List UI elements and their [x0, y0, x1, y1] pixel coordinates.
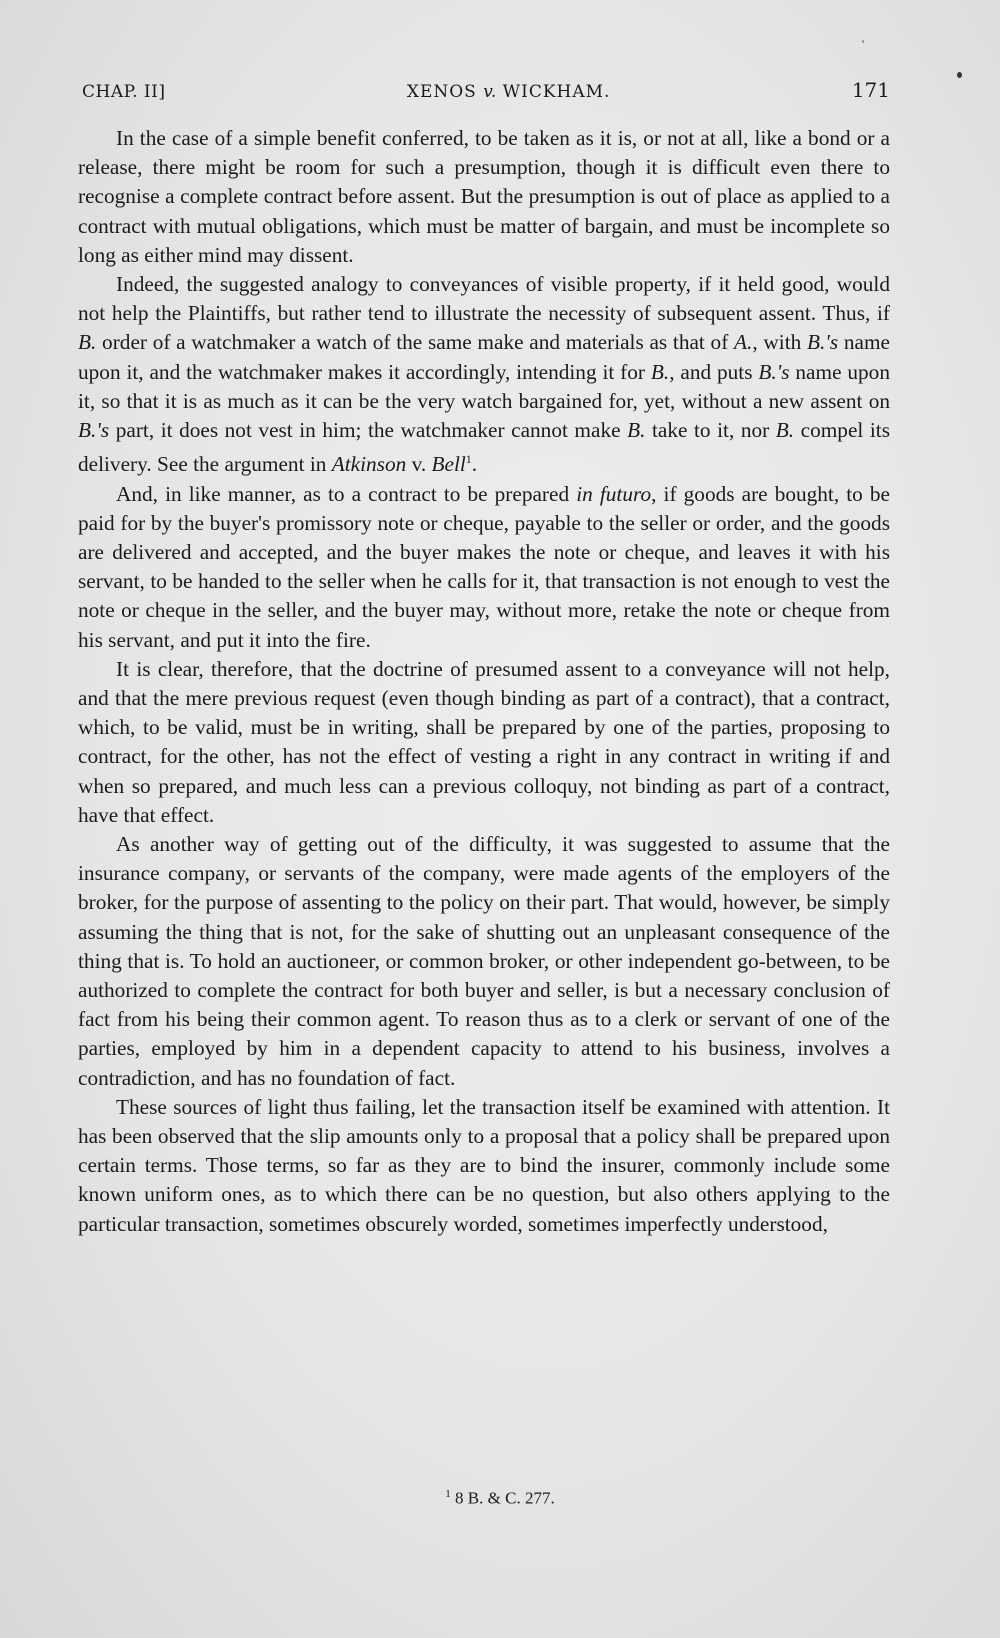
- paragraph-text: , if goods are bought, to be paid for by the buyer's promissory note or cheque, payable to the seller or order, and the goods are delivered and accepted, and the buyer makes the note or cheque, and leaves it with his servant, to be handed to the seller when he calls for it, that transaction is not enough to vest the note or cheque in the seller, and the buyer may, without more, retake the note or cheque from his servant, and put it into the fire.: [78, 481, 890, 652]
- paragraph-text: v.: [406, 452, 432, 477]
- italic-text: B.: [78, 330, 97, 355]
- running-title-left: XENOS: [406, 82, 477, 102]
- footnote: [0, 1488, 1000, 1509]
- running-title-right: WICKHAM.: [502, 82, 611, 102]
- paragraph-text: , with: [752, 330, 807, 355]
- body-paragraph: [78, 1093, 890, 1239]
- paragraph-text: order of a watchmaker a watch of the same make and materials as that of: [96, 330, 735, 355]
- italic-text: in futuro: [576, 481, 652, 506]
- italic-text: B.'s: [78, 418, 110, 443]
- italic-text: B.: [650, 359, 670, 384]
- paragraph-text: And, in like manner, as to a contract to be prepared: [116, 481, 577, 506]
- paragraph-text: , and puts: [669, 359, 759, 384]
- running-title: [407, 82, 611, 102]
- italic-text: B.'s: [806, 330, 839, 355]
- paragraph-text: .: [471, 452, 478, 477]
- paragraph-text: These sources of light thus failing, let the transaction itself be examined with attention. It has been observed that the slip amounts only to a proposal that a policy shall be prepared upon certain terms. Those terms, so far as they are to bind the insurer, commonly include some known uniform ones, as to which there can be no question, but also others applying to the particular transaction, sometimes obscurely worded, sometimes imperfectly understood,: [78, 1094, 890, 1236]
- body-paragraph: [78, 124, 890, 270]
- ink-speck: [957, 72, 962, 78]
- footnote-reference: 1: [465, 452, 472, 467]
- italic-text: Atkinson: [331, 452, 407, 477]
- footnote-marker: 1: [445, 1488, 451, 1500]
- italic-text: B.: [775, 418, 795, 443]
- page-number: 171: [851, 78, 890, 102]
- ink-speck: [862, 40, 864, 43]
- italic-text: B.'s: [758, 359, 790, 384]
- body-paragraph: [78, 270, 890, 480]
- footnote-text: 8 B. & C. 277.: [455, 1488, 555, 1508]
- paragraph-text: In the case of a simple benefit conferred, to be taken as it is, or not at all, like a bond or a release, there might be room for such a presumption, though it is difficult even there to recognise a complete contract before assent. But the presumption is out of place as applied to a contract with mutual obligations, which must be matter of bargain, and must be incomplete so long as either mind may dissent.: [78, 126, 890, 267]
- paragraph-text: compel its delivery. See the argument in: [78, 418, 890, 477]
- paragraph-text: name upon it, and the watchmaker makes it accordingly, intending it for: [78, 330, 890, 384]
- italic-text: B.: [627, 418, 646, 443]
- italic-text: Bell: [431, 452, 466, 477]
- paragraph-text: part, it does not vest in him; the watchmaker cannot make: [109, 418, 628, 443]
- body-paragraph: [78, 480, 890, 655]
- chapter-label: CHAP. II]: [82, 82, 166, 102]
- paragraph-text: name upon it, so that it is as much as it can be the very watch bargained for, yet, without a new assent on: [78, 359, 890, 413]
- paragraph-text: Indeed, the suggested analogy to conveyances of visible property, if it held good, would not help the Plaintiffs, but rather tend to illustrate the necessity of subsequent assent. Thus, if: [78, 272, 890, 326]
- body-paragraph: [78, 655, 890, 830]
- paragraph-text: It is clear, therefore, that the doctrine of presumed assent to a conveyance will not help, and that the mere previous request (even though binding as part of a contract), that a contract, which, to be valid, must be in writing, shall be prepared by one of the parties, proposing to contract, for the other, has not the effect of vesting a right in any contract in writing if and when so prepared, and much less can a previous colloquy, not binding as part of a contract, have that effect.: [78, 656, 890, 827]
- body-paragraph: [78, 830, 890, 1093]
- paragraph-text: As another way of getting out of the difficulty, it was suggested to assume that the insurance company, or servants of the company, were made agents of the employers of the broker, for the purpose of assenting to the policy on their part. That would, however, be simply assuming the thing that is not, for the sake of shutting out an unpleasant consequence of the thing that is. To hold an auctioneer, or common broker, or other independent go-between, to be authorized to complete the contract for both buyer and seller, is but a necessary conclusion of fact from his being their common agent. To reason thus as to a clerk or servant of one of the parties, employed by him in a dependent capacity to attend to his business, involves a contradiction, and has no foundation of fact.: [78, 831, 890, 1090]
- paragraph-text: take to it, nor: [645, 418, 776, 443]
- italic-text: A.: [734, 330, 753, 355]
- body-text: [78, 124, 890, 1239]
- running-title-versus: v.: [483, 82, 497, 102]
- running-header: [82, 78, 890, 102]
